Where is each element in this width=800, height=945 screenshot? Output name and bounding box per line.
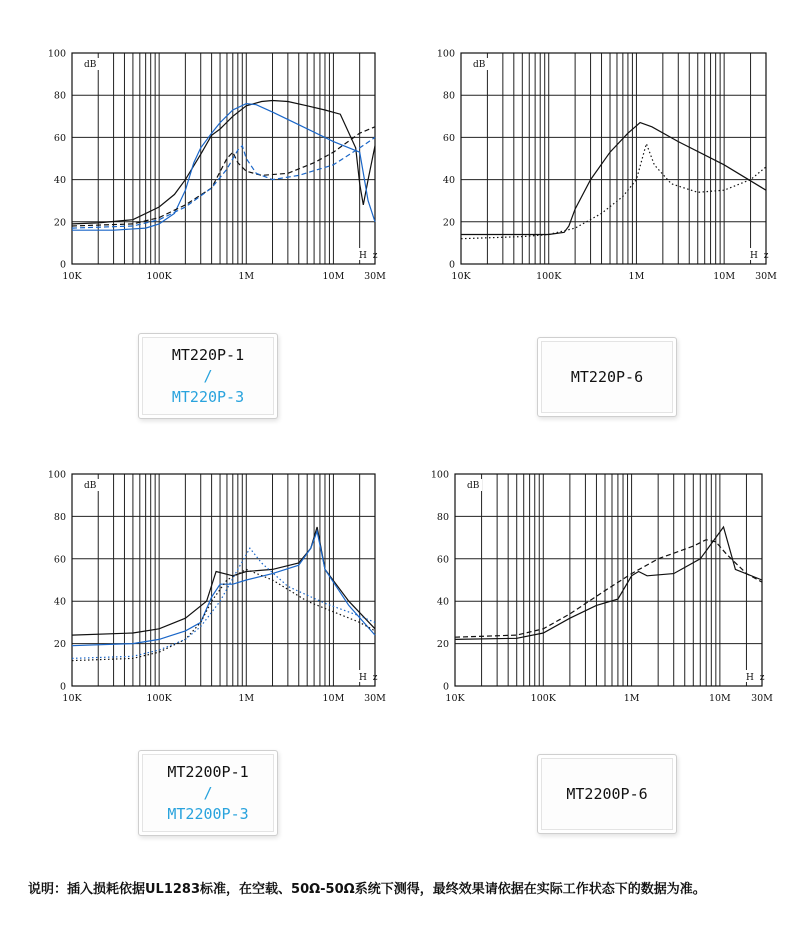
y-tick-label: 100 <box>430 469 449 481</box>
y-axis-label: dB <box>84 481 97 491</box>
y-tick-label: 100 <box>47 469 66 481</box>
y-tick-label: 0 <box>59 681 66 693</box>
y-tick-label: 80 <box>436 511 449 523</box>
footnote: 说明：插入损耗依据UL1283标准，在空载、50Ω-50Ω系统下测得，最终效果请依据在实际工作状态下的数据为准。 <box>28 882 706 897</box>
y-tick-label: 60 <box>53 132 66 144</box>
x-tick-label: 10M <box>713 271 736 282</box>
x-tick-label: 30M <box>364 271 386 282</box>
y-tick-label: 20 <box>53 217 66 229</box>
y-tick-label: 20 <box>53 639 66 651</box>
chart-panel-4 <box>431 470 773 705</box>
legend-label-mt2200p-6: MT2200P-6 <box>566 784 648 803</box>
x-tick-label: 10K <box>451 271 471 282</box>
y-tick-label: 40 <box>442 175 455 187</box>
y-tick-label: 60 <box>442 132 455 144</box>
legend-box-mt220p-6 <box>537 337 677 417</box>
x-axis-label: H z <box>359 673 379 683</box>
y-tick-label: 0 <box>59 259 66 271</box>
y-tick-label: 80 <box>53 511 66 523</box>
y-tick-label: 20 <box>442 217 455 229</box>
legend-label-mt220p-3: MT220P-3 <box>171 387 245 406</box>
x-tick-label: 1M <box>238 271 255 282</box>
legend-separator: / <box>203 366 213 385</box>
y-tick-label: 100 <box>47 48 66 60</box>
x-axis-label: H z <box>750 251 770 261</box>
legend-label-mt220p-1: MT220P-1 <box>171 345 245 364</box>
x-tick-label: 10M <box>708 693 731 704</box>
y-axis-label: dB <box>467 481 480 491</box>
x-tick-label: 100K <box>530 693 556 704</box>
x-tick-label: 30M <box>751 693 773 704</box>
x-tick-label: 10K <box>62 271 82 282</box>
x-tick-label: 10M <box>322 271 345 282</box>
legend-box-mt2200p-1-3 <box>138 750 278 836</box>
y-tick-label: 60 <box>53 554 66 566</box>
chart-panel-2 <box>437 49 777 283</box>
y-tick-label: 0 <box>442 681 449 693</box>
x-tick-label: 10K <box>62 693 82 704</box>
x-tick-label: 1M <box>628 271 645 282</box>
y-axis-label: dB <box>473 60 486 70</box>
x-tick-label: 10M <box>322 693 345 704</box>
x-tick-label: 100K <box>536 271 562 282</box>
x-tick-label: 100K <box>146 693 172 704</box>
x-axis-label: H z <box>359 251 379 261</box>
x-tick-label: 30M <box>755 271 777 282</box>
x-tick-label: 10K <box>445 693 465 704</box>
y-tick-label: 60 <box>436 554 449 566</box>
y-tick-label: 40 <box>53 175 66 187</box>
x-tick-label: 1M <box>623 693 640 704</box>
x-axis-label: H z <box>746 673 766 683</box>
x-tick-label: 100K <box>146 271 172 282</box>
y-tick-label: 100 <box>436 48 455 60</box>
legend-box-mt220p-1-3 <box>138 333 278 419</box>
y-axis-label: dB <box>84 60 97 70</box>
legend-label-mt220p-6: MT220P-6 <box>570 367 644 386</box>
y-tick-label: 20 <box>436 639 449 651</box>
legend-separator: / <box>203 783 213 802</box>
y-tick-label: 80 <box>53 90 66 102</box>
legend-label-mt2200p-3: MT2200P-3 <box>167 804 249 823</box>
y-tick-label: 0 <box>448 259 455 271</box>
legend-label-mt2200p-1: MT2200P-1 <box>167 762 249 781</box>
y-tick-label: 40 <box>53 596 66 608</box>
legend-box-mt2200p-6 <box>537 754 677 834</box>
chart-panel-1 <box>48 49 386 283</box>
y-tick-label: 80 <box>442 90 455 102</box>
x-tick-label: 30M <box>364 693 386 704</box>
y-tick-label: 40 <box>436 596 449 608</box>
x-tick-label: 1M <box>238 693 255 704</box>
chart-panel-3 <box>48 470 386 705</box>
